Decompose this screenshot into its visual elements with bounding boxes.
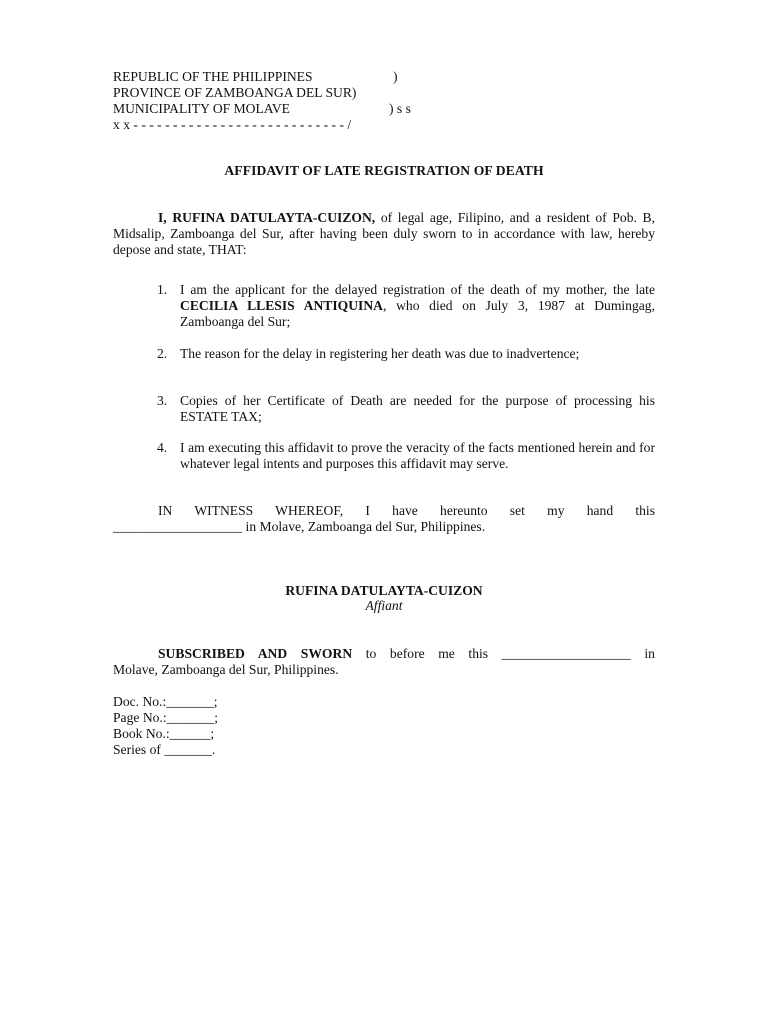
jurat-line-1-text: to before me this ___________________ in	[352, 646, 655, 661]
caption-separator: x x - - - - - - - - - - - - - - - - - - - - - - - - - - - /	[113, 117, 352, 132]
jurat-bold: SUBSCRIBED AND SWORN	[158, 646, 353, 661]
witness-line-2: ___________________ in Molave, Zamboanga del Sur, Philippines.	[113, 519, 486, 534]
witness-line-1: IN WITNESS WHEREOF, I have hereunto set my hand this	[158, 503, 655, 518]
list-item-text: I am the applicant for the delayed registration of the death of my mother, the late CECILIA LLESIS ANTIQUINA, who died on July 3, 1987 at Dumingag, Zamboanga del Sur;	[180, 282, 655, 329]
page-number-field: Page No.:_______;	[113, 710, 218, 725]
intro-text: of legal age, Filipino, and a resident of Pob. B, Midsalip, Zamboanga del Sur, after having been duly sworn to in accordance with law, hereby depose and state, THAT:	[113, 210, 655, 257]
caption-province: PROVINCE OF ZAMBOANGA DEL SUR)	[113, 85, 357, 100]
document-title: AFFIDAVIT OF LATE REGISTRATION OF DEATH	[224, 163, 544, 178]
caption-municipality	[113, 101, 411, 117]
intro-paragraph	[113, 210, 655, 257]
caption-bracket: )	[393, 69, 398, 84]
list-item-number: 1.	[157, 282, 168, 297]
caption-republic	[113, 69, 398, 85]
book-number-field: Book No.:______;	[113, 726, 215, 741]
jurat-line-1	[113, 646, 655, 662]
list-item-text: I am executing this affidavit to prove the veracity of the facts mentioned herein and for whatever legal intents and purposes this affidavit may serve.	[180, 440, 655, 471]
list-item-text: The reason for the delay in registering her death was due to inadvertence;	[180, 346, 580, 361]
series-field: Series of _______.	[113, 742, 216, 757]
list-item-number: 2.	[157, 346, 168, 361]
caption-municipality-text: MUNICIPALITY OF MOLAVE	[113, 101, 290, 116]
affiant-signature-name: RUFINA DATULAYTA-CUIZON	[285, 583, 483, 598]
caption-republic-text: REPUBLIC OF THE PHILIPPINES	[113, 69, 313, 84]
list-item-number: 4.	[157, 440, 168, 455]
doc-number-field: Doc. No.:_______;	[113, 694, 218, 709]
list-item-number: 3.	[157, 393, 168, 408]
list-item-text: Copies of her Certificate of Death are needed for the purpose of processing his ESTATE TAX;	[180, 393, 655, 424]
jurat-line-2: Molave, Zamboanga del Sur, Philippines.	[113, 662, 339, 677]
affiant-role: Affiant	[365, 598, 403, 613]
affiant-name-bold: I, RUFINA DATULAYTA-CUIZON,	[158, 210, 376, 225]
caption-ss: ) s s	[389, 101, 411, 116]
deceased-name-bold: CECILIA LLESIS ANTIQUINA	[180, 297, 383, 313]
